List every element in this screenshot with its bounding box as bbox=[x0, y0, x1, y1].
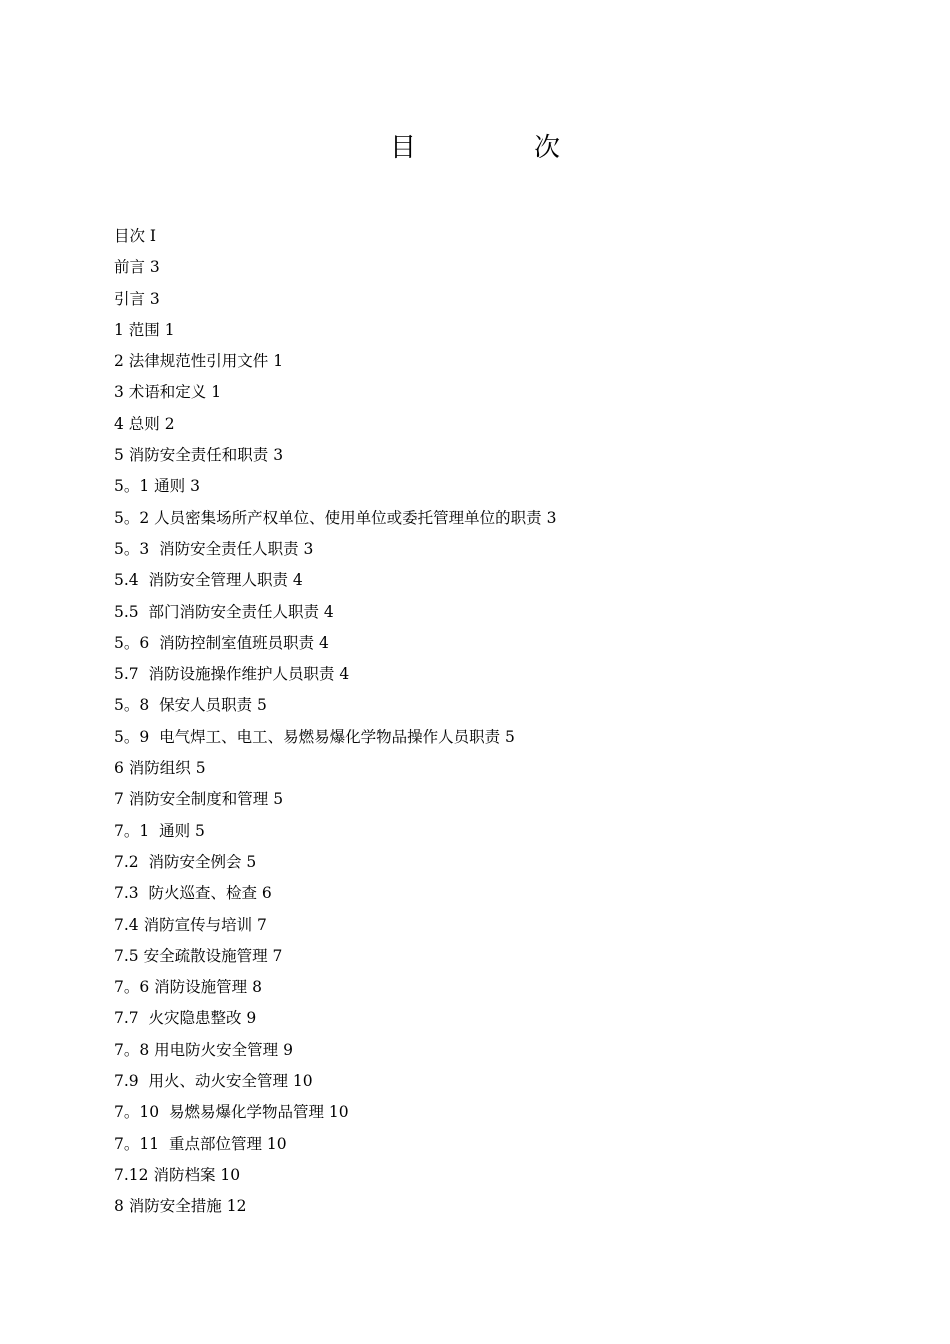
toc-entry[interactable]: 7.9 用火、动火安全管理 10 bbox=[114, 1072, 313, 1091]
toc-entry[interactable]: 5。6 消防控制室值班员职责 4 bbox=[114, 633, 329, 652]
toc-entry[interactable]: 前言 3 bbox=[114, 258, 160, 277]
toc-entry[interactable]: 5 消防安全责任和职责 3 bbox=[114, 446, 284, 465]
toc-entry[interactable]: 7。11 重点部位管理 10 bbox=[114, 1134, 287, 1153]
toc-entry[interactable]: 5。3 消防安全责任人职责 3 bbox=[114, 539, 314, 558]
toc-entry[interactable]: 5。8 保安人员职责 5 bbox=[114, 696, 267, 715]
toc-entry[interactable]: 1 范围 1 bbox=[114, 320, 175, 339]
toc-entry[interactable]: 7。10 易燃易爆化学物品管理 10 bbox=[114, 1103, 349, 1122]
toc-entry[interactable]: 5。1 通则 3 bbox=[114, 477, 200, 496]
toc-entry[interactable]: 3 术语和定义 1 bbox=[114, 383, 222, 402]
toc-entry[interactable]: 7.3 防火巡查、检查 6 bbox=[114, 884, 272, 903]
toc-entry[interactable]: 7。1 通则 5 bbox=[114, 821, 205, 840]
toc-list bbox=[114, 221, 556, 1223]
toc-entry[interactable]: 7 消防安全制度和管理 5 bbox=[114, 790, 284, 809]
toc-entry[interactable]: 4 总则 2 bbox=[114, 414, 175, 433]
toc-entry[interactable]: 7.4 消防宣传与培训 7 bbox=[114, 915, 267, 934]
toc-entry[interactable]: 8 消防安全措施 12 bbox=[114, 1197, 247, 1216]
toc-entry[interactable]: 5.5 部门消防安全责任人职责 4 bbox=[114, 602, 334, 621]
toc-entry[interactable]: 7.2 消防安全例会 5 bbox=[114, 852, 257, 871]
toc-entry[interactable]: 5.7 消防设施操作维护人员职责 4 bbox=[114, 665, 350, 684]
toc-entry[interactable]: 6 消防组织 5 bbox=[114, 759, 206, 778]
toc-entry[interactable]: 目次 I bbox=[114, 227, 157, 245]
toc-entry[interactable]: 7。8 用电防火安全管理 9 bbox=[114, 1040, 293, 1059]
toc-entry[interactable]: 5。9 电气焊工、电工、易燃易爆化学物品操作人员职责 5 bbox=[114, 727, 515, 746]
toc-entry[interactable]: 7.7 火灾隐患整改 9 bbox=[114, 1009, 257, 1028]
toc-entry[interactable]: 7.5 安全疏散设施管理 7 bbox=[114, 946, 283, 965]
toc-entry[interactable]: 5.4 消防安全管理人职责 4 bbox=[114, 571, 303, 590]
toc-entry[interactable]: 引言 3 bbox=[114, 289, 160, 308]
toc-entry[interactable]: 5。2 人员密集场所产权单位、使用单位或委托管理单位的职责 3 bbox=[114, 508, 557, 527]
toc-entry[interactable]: 7。6 消防设施管理 8 bbox=[114, 978, 262, 997]
page-title: 目 次 bbox=[389, 133, 606, 163]
toc-entry[interactable]: 7.12 消防档案 10 bbox=[114, 1165, 241, 1184]
toc-entry[interactable]: 2 法律规范性引用文件 1 bbox=[114, 352, 284, 371]
